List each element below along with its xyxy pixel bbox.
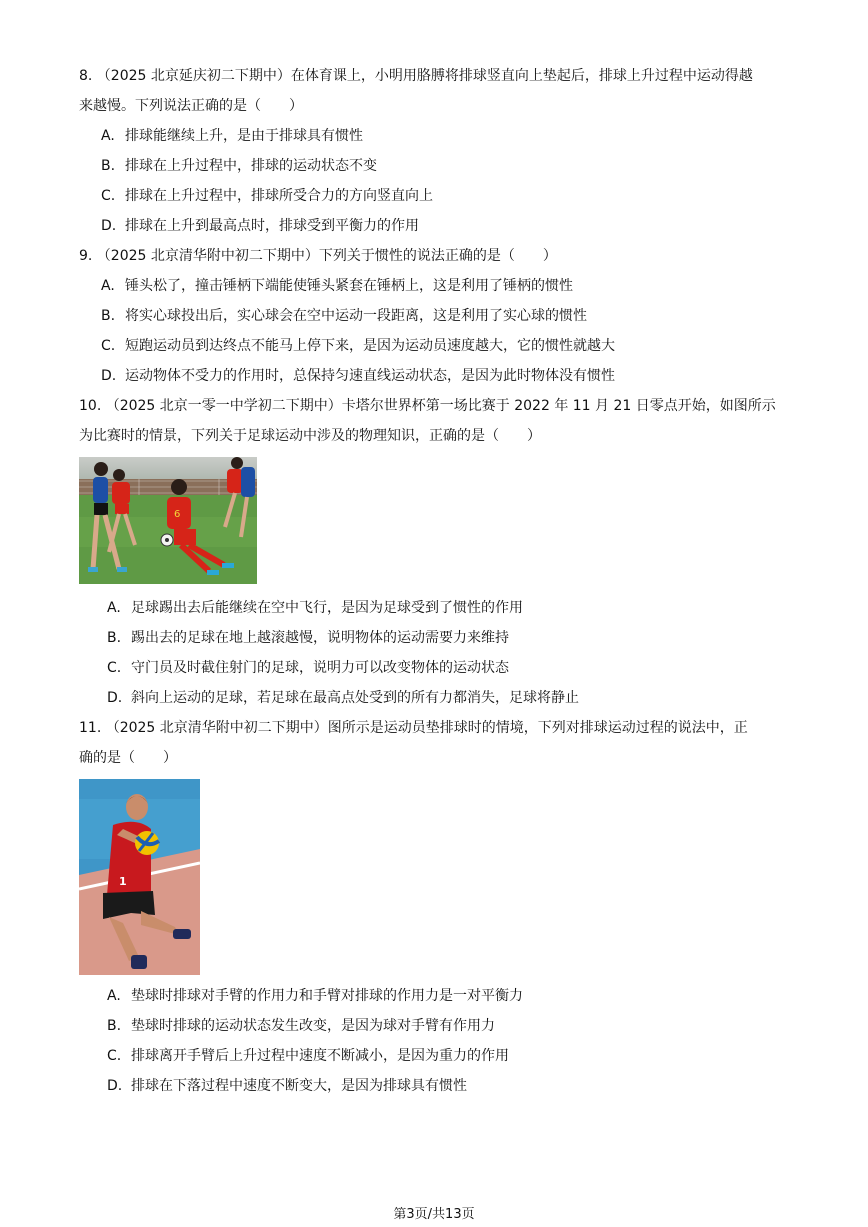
volleyball-photo bbox=[79, 779, 200, 975]
option-letter: B. bbox=[101, 158, 116, 174]
page-number-footer: 第3页/共13页 bbox=[393, 1207, 475, 1222]
option-text: 短跑运动员到达终点不能马上停下来，是因为运动员速度越大，它的惯性就越大 bbox=[125, 338, 615, 354]
option-letter: D. bbox=[107, 1078, 123, 1094]
question-8-option-d bbox=[101, 216, 419, 236]
question-9-option-b bbox=[101, 306, 587, 326]
option-text: 排球在上升过程中，排球的运动状态不变 bbox=[125, 158, 377, 174]
soccer-photo bbox=[79, 457, 257, 584]
svg-text:1: 1 bbox=[119, 875, 127, 888]
option-letter: D. bbox=[107, 690, 123, 706]
option-text: 踢出去的足球在地上越滚越慢，说明物体的运动需要力来维持 bbox=[131, 630, 509, 646]
soccer-illustration bbox=[79, 457, 257, 584]
question-8-line-2: 来越慢。下列说法正确的是（ ） bbox=[79, 98, 303, 114]
option-letter: B. bbox=[107, 630, 122, 646]
option-text: 排球在上升过程中，排球所受合力的方向竖直向上 bbox=[125, 188, 433, 204]
question-11-line-1: 11. （2025 北京清华附中初二下期中）图所示是运动员垫排球时的情境，下列对排球运动过程的说法中，正 bbox=[79, 720, 748, 736]
question-9-option-a bbox=[101, 276, 573, 296]
question-11-option-a bbox=[101, 986, 523, 1006]
question-10-line-2: 为比赛时的情景，下列关于足球运动中涉及的物理知识，正确的是（ ） bbox=[79, 428, 541, 444]
option-text: 运动物体不受力的作用时，总保持匀速直线运动状态，是因为此时物体没有惯性 bbox=[125, 368, 615, 384]
question-8-option-c bbox=[101, 186, 433, 206]
question-10-option-a bbox=[101, 598, 523, 618]
option-letter: C. bbox=[101, 338, 116, 354]
option-letter: A. bbox=[107, 988, 121, 1004]
option-text: 足球踢出去后能继续在空中飞行，是因为足球受到了惯性的作用 bbox=[131, 600, 523, 616]
option-letter: C. bbox=[107, 660, 122, 676]
option-text: 守门员及时截住射门的足球，说明力可以改变物体的运动状态 bbox=[131, 660, 509, 676]
option-letter: A. bbox=[101, 278, 115, 294]
option-letter: B. bbox=[101, 308, 116, 324]
question-11-option-b bbox=[101, 1016, 495, 1036]
option-text: 排球在下落过程中速度不断变大，是因为排球具有惯性 bbox=[131, 1078, 467, 1094]
option-text: 排球在上升到最高点时，排球受到平衡力的作用 bbox=[125, 218, 419, 234]
question-11-option-c bbox=[101, 1046, 509, 1066]
question-9-option-d bbox=[101, 366, 615, 386]
question-10-option-c bbox=[101, 658, 509, 678]
question-10-option-b bbox=[101, 628, 509, 648]
option-text: 排球离开手臂后上升过程中速度不断减小，是因为重力的作用 bbox=[131, 1048, 509, 1064]
option-text: 锤头松了，撞击锤柄下端能使锤头紧套在锤柄上，这是利用了锤柄的惯性 bbox=[125, 278, 573, 294]
option-text: 将实心球投出后，实心球会在空中运动一段距离，这是利用了实心球的惯性 bbox=[125, 308, 587, 324]
svg-text:6: 6 bbox=[174, 509, 181, 520]
option-letter: C. bbox=[107, 1048, 122, 1064]
option-text: 垫球时排球对手臂的作用力和手臂对排球的作用力是一对平衡力 bbox=[131, 988, 523, 1004]
option-letter: D. bbox=[101, 368, 117, 384]
question-9-line-1: 9. （2025 北京清华附中初二下期中）下列关于惯性的说法正确的是（ ） bbox=[79, 248, 557, 264]
question-9-option-c bbox=[101, 336, 615, 356]
question-8-line-1: 8. （2025 北京延庆初二下期中）在体育课上，小明用胳膊将排球竖直向上垫起后，排球上升过程中运动得越 bbox=[79, 68, 753, 84]
question-8-option-b bbox=[101, 156, 377, 176]
option-text: 排球能继续上升，是由于排球具有惯性 bbox=[125, 128, 363, 144]
option-letter: A. bbox=[101, 128, 115, 144]
option-letter: C. bbox=[101, 188, 116, 204]
option-letter: A. bbox=[107, 600, 121, 616]
option-text: 斜向上运动的足球，若足球在最高点处受到的所有力都消失，足球将静止 bbox=[131, 690, 579, 706]
option-text: 垫球时排球的运动状态发生改变，是因为球对手臂有作用力 bbox=[131, 1018, 495, 1034]
volleyball-illustration bbox=[79, 779, 200, 975]
option-letter: B. bbox=[107, 1018, 122, 1034]
question-10-line-1: 10. （2025 北京一零一中学初二下期中）卡塔尔世界杯第一场比赛于 2022 年 11 月 21 日零点开始，如图所示 bbox=[79, 398, 776, 414]
question-11-line-2: 确的是（ ） bbox=[79, 750, 177, 766]
question-8-option-a bbox=[101, 126, 363, 146]
question-10-option-d bbox=[101, 688, 579, 708]
question-11-option-d bbox=[101, 1076, 467, 1096]
option-letter: D. bbox=[101, 218, 117, 234]
